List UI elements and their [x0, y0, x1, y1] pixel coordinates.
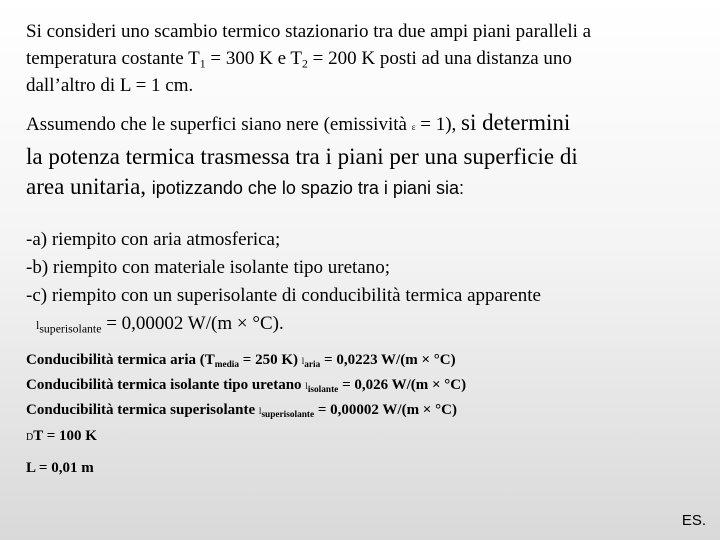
data-text: = 250 K) — [239, 352, 302, 368]
data-text: = 0,00002 W/(m × °C) — [314, 402, 457, 418]
data-text: = 0,0223 W/(m × °C) — [320, 352, 456, 368]
task-text: ipotizzando che lo spazio tra i piani sia: — [151, 178, 464, 198]
subscript: aria — [304, 359, 321, 370]
cases-list — [26, 226, 696, 339]
data-text: Conducibilità termica aria (T — [26, 352, 215, 368]
delta-t-value: T = 100 K — [33, 428, 97, 444]
data-text: = 0,026 W/(m × °C) — [338, 377, 467, 393]
subscript: isolante — [307, 384, 339, 395]
task-text: si determini — [461, 110, 571, 135]
lambda-symbol: l — [305, 381, 308, 391]
case-a: -a) riempito con aria atmosferica; — [26, 229, 281, 250]
intro-text: = 200 K posti ad una distanza uno — [312, 48, 572, 69]
subscript: superisolante — [39, 322, 102, 336]
epsilon-symbol: ε — [411, 122, 416, 132]
data-row-air — [26, 348, 696, 373]
problem-task — [26, 108, 696, 204]
exercise-label: ES. — [681, 512, 706, 529]
task-line-3 — [26, 172, 696, 204]
case-b: -b) riempito con materiale isolante tipo uretano; — [26, 257, 391, 278]
subscript: 1 — [199, 57, 206, 71]
subscript: superisolante — [261, 409, 315, 420]
task-text: = 1), — [415, 114, 462, 135]
problem-intro — [26, 18, 696, 99]
intro-line-1: Si consideri uno scambio termico stazionario tra due ampi piani paralleli a — [26, 21, 592, 42]
lambda-symbol: l — [301, 356, 305, 366]
data-row-urethane — [26, 373, 696, 398]
task-text: area unitaria, — [26, 174, 152, 199]
intro-text: temperatura costante T — [26, 48, 200, 69]
length-value: L = 0,01 m — [26, 460, 94, 476]
case-c: -c) riempito con un superisolante di conducibilità termica apparente — [26, 285, 541, 306]
intro-text: = 300 K e T — [210, 48, 303, 69]
case-c-conductivity — [26, 310, 696, 339]
given-data — [26, 348, 696, 423]
delta-symbol: D — [26, 432, 34, 443]
task-line-1 — [26, 108, 696, 142]
case-text: = 0,00002 W/(m × °C). — [101, 313, 284, 334]
data-text: Conducibilità termica isolante tipo uretano — [26, 377, 306, 393]
task-text: Assumendo che le superfici siano nere (emissività — [26, 114, 412, 135]
subscript: 2 — [302, 57, 308, 71]
lambda-symbol: l — [36, 318, 40, 332]
data-row-superinsulant — [26, 398, 696, 423]
lambda-symbol: l — [258, 406, 262, 416]
subscript: media — [214, 359, 240, 370]
delta-t — [26, 428, 97, 445]
task-line-2: la potenza termica trasmessa tra i piani per una superficie di — [26, 144, 578, 169]
intro-line-3: dall’altro di L = 1 cm. — [26, 75, 194, 96]
data-text: Conducibilità termica superisolante — [26, 402, 259, 418]
intro-line-2 — [26, 45, 696, 72]
